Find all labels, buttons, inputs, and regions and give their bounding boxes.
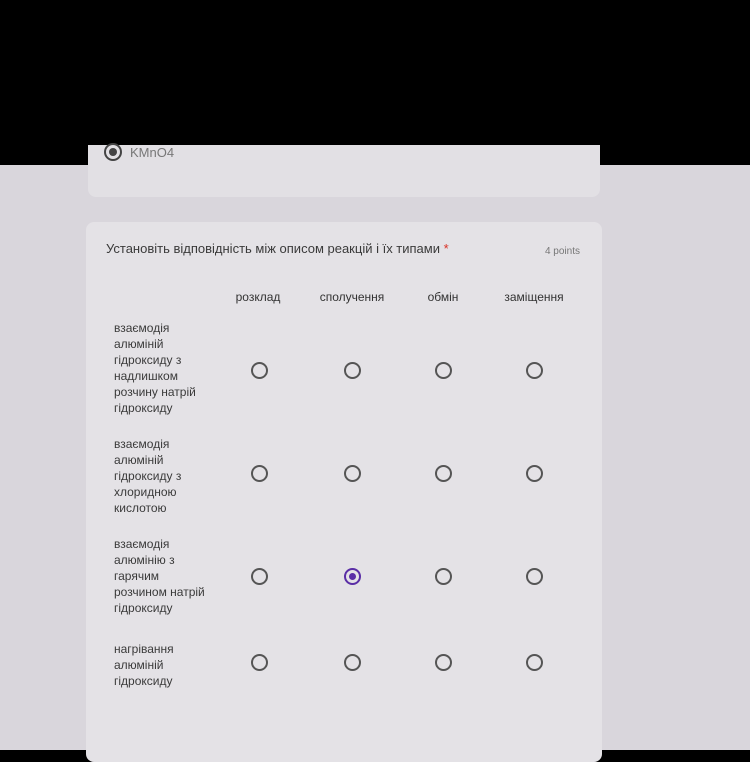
row-label-3: взаємодія алюмінію з гарячим розчином натрій гідроксиду (114, 537, 205, 615)
previous-option-label: KMnO4 (130, 145, 175, 160)
radio-row2-spoluchennia[interactable] (344, 465, 361, 482)
radio-row1-obmin[interactable] (435, 362, 452, 379)
column-header-rozklad: розклад (235, 290, 281, 304)
previous-option-radio[interactable] (104, 143, 122, 161)
radio-row1-zamishchennia[interactable] (526, 362, 543, 379)
radio-row1-rozklad[interactable] (251, 362, 268, 379)
radio-row3-obmin[interactable] (435, 568, 452, 585)
radio-row1-spoluchennia[interactable] (344, 362, 361, 379)
previous-question-card (88, 145, 600, 197)
question-title (106, 241, 449, 256)
points-label: 4 points (544, 246, 580, 257)
radio-row3-spoluchennia[interactable] (344, 568, 361, 585)
radio-row3-zamishchennia[interactable] (526, 568, 543, 585)
column-header-obmin: обмін (427, 290, 459, 304)
radio-row4-spoluchennia[interactable] (344, 654, 361, 671)
radio-row2-zamishchennia[interactable] (526, 465, 543, 482)
radio-row2-obmin[interactable] (435, 465, 452, 482)
required-mark: * (443, 241, 449, 256)
row-label-4: нагрівання алюміній гідроксиду (114, 642, 174, 688)
question-title-text: Установіть відповідність між описом реакцій і їх типами (106, 241, 440, 256)
radio-row4-rozklad[interactable] (251, 654, 268, 671)
radio-row4-zamishchennia[interactable] (526, 654, 543, 671)
radio-row2-rozklad[interactable] (251, 465, 268, 482)
row-label-1: взаємодія алюміній гідроксиду з надлишком розчину натрій гідроксиду (114, 321, 196, 415)
question-card (86, 222, 602, 762)
radio-row4-obmin[interactable] (435, 654, 452, 671)
form-screen (0, 145, 750, 750)
column-header-zamishchennia: заміщення (504, 290, 564, 304)
column-header-spoluchennia: сполучення (319, 290, 385, 304)
radio-row3-rozklad[interactable] (251, 568, 268, 585)
row-label-2: взаємодія алюміній гідроксиду з хлоридною кислотою (114, 437, 182, 515)
